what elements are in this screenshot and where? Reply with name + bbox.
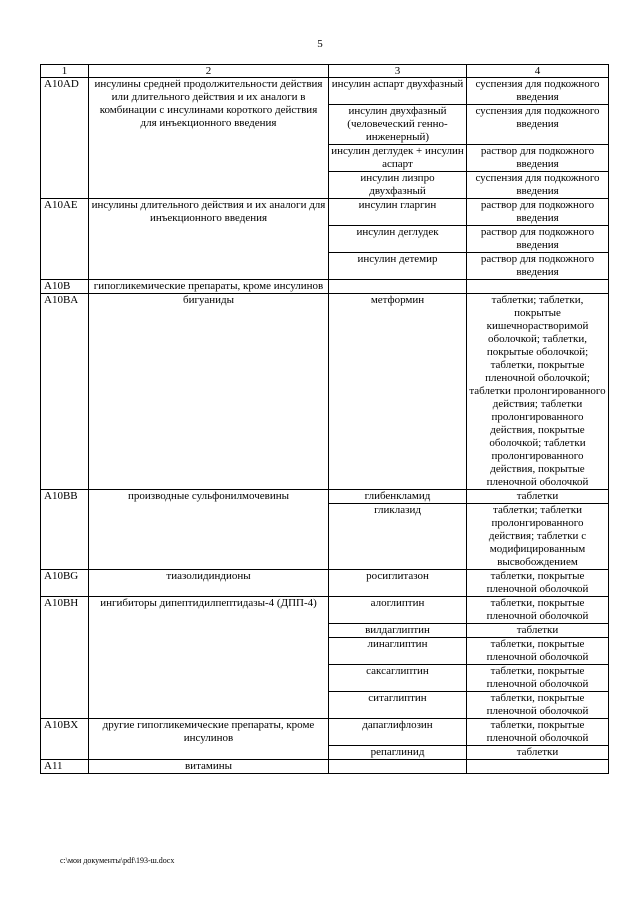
- drug-name: росиглитазон: [329, 570, 467, 597]
- dosage-form: раствор для подкожного введения: [467, 199, 609, 226]
- drug-name: [329, 760, 467, 774]
- header-cell: 4: [467, 65, 609, 78]
- drug-name: инсулин двухфазный (человеческий генно-инженерный): [329, 105, 467, 145]
- table-row: [41, 570, 609, 597]
- drug-name: инсулин деглудек + инсулин аспарт: [329, 145, 467, 172]
- dosage-form: таблетки, покрытые пленочной оболочкой: [467, 597, 609, 624]
- dosage-form: таблетки: [467, 490, 609, 504]
- drug-name: гликлазид: [329, 504, 467, 570]
- table-row: [41, 78, 609, 105]
- dosage-form: таблетки; таблетки, покрытые кишечнорастворимой оболочкой; таблетки, покрытые оболочкой; таблетки, покрытые пленочной оболочкой; таблетки пролонгированного действия; таблетки пролонгированного действия, покрытые оболочкой; таблетки пролонгированного действия, покрытые пленочной оболочкой: [467, 294, 609, 490]
- dosage-form: суспензия для подкожного введения: [467, 78, 609, 105]
- drug-name: алоглиптин: [329, 597, 467, 624]
- drug-name: репаглинид: [329, 746, 467, 760]
- atc-code: A10BX: [41, 719, 89, 760]
- dosage-form: суспензия для подкожного введения: [467, 105, 609, 145]
- dosage-form: таблетки, покрытые пленочной оболочкой: [467, 692, 609, 719]
- group-name: тиазолидиндионы: [89, 570, 329, 597]
- group-name: производные сульфонилмочевины: [89, 490, 329, 570]
- header-cell: 1: [41, 65, 89, 78]
- group-name: инсулины длительного действия и их аналоги для инъекционного введения: [89, 199, 329, 280]
- page-number: 5: [317, 38, 323, 50]
- drug-name: инсулин лизпро двухфазный: [329, 172, 467, 199]
- drug-name: инсулин аспарт двухфазный: [329, 78, 467, 105]
- file-path-footer: c:\мои документы\pdf\193-ш.docx: [60, 856, 175, 865]
- table-row: [41, 597, 609, 624]
- table-row: [41, 760, 609, 774]
- table-row: [41, 294, 609, 490]
- drug-name: инсулин деглудек: [329, 226, 467, 253]
- dosage-form: [467, 760, 609, 774]
- dosage-form: таблетки; таблетки пролонгированного действия; таблетки с модифицированным высвобождением: [467, 504, 609, 570]
- dosage-form: таблетки: [467, 624, 609, 638]
- drug-name: инсулин гларгин: [329, 199, 467, 226]
- header-cell: 2: [89, 65, 329, 78]
- drug-name: глибенкламид: [329, 490, 467, 504]
- atc-code: A10BH: [41, 597, 89, 719]
- table-row: [41, 280, 609, 294]
- group-name: бигуаниды: [89, 294, 329, 490]
- dosage-form: таблетки, покрытые пленочной оболочкой: [467, 665, 609, 692]
- atc-code: A10BG: [41, 570, 89, 597]
- group-name: гипогликемические препараты, кроме инсулинов: [89, 280, 329, 294]
- group-name: инсулины средней продолжительности действия или длительного действия и их аналоги в комбинации с инсулинами короткого действия для инъекционного введения: [89, 78, 329, 199]
- header-cell: 3: [329, 65, 467, 78]
- drug-name: [329, 280, 467, 294]
- drug-name: дапаглифлозин: [329, 719, 467, 746]
- drug-name: инсулин детемир: [329, 253, 467, 280]
- table-row: [41, 490, 609, 504]
- group-name: другие гипогликемические препараты, кроме инсулинов: [89, 719, 329, 760]
- table-row: [41, 199, 609, 226]
- dosage-form: раствор для подкожного введения: [467, 145, 609, 172]
- drug-name: линаглиптин: [329, 638, 467, 665]
- atc-code: A10BB: [41, 490, 89, 570]
- dosage-form: таблетки: [467, 746, 609, 760]
- atc-code: A10AD: [41, 78, 89, 199]
- dosage-form: таблетки, покрытые пленочной оболочкой: [467, 719, 609, 746]
- drug-name: ситаглиптин: [329, 692, 467, 719]
- drug-table: [40, 64, 609, 774]
- dosage-form: таблетки, покрытые пленочной оболочкой: [467, 638, 609, 665]
- dosage-form: [467, 280, 609, 294]
- drug-name: метформин: [329, 294, 467, 490]
- dosage-form: суспензия для подкожного введения: [467, 172, 609, 199]
- dosage-form: раствор для подкожного введения: [467, 226, 609, 253]
- drug-name: саксаглиптин: [329, 665, 467, 692]
- atc-code: A10B: [41, 280, 89, 294]
- group-name: витамины: [89, 760, 329, 774]
- table-header-row: [41, 65, 609, 78]
- atc-code: A10AE: [41, 199, 89, 280]
- dosage-form: таблетки, покрытые пленочной оболочкой: [467, 570, 609, 597]
- drug-name: вилдаглиптин: [329, 624, 467, 638]
- atc-code: A11: [41, 760, 89, 774]
- dosage-form: раствор для подкожного введения: [467, 253, 609, 280]
- table-row: [41, 719, 609, 746]
- atc-code: A10BA: [41, 294, 89, 490]
- group-name: ингибиторы дипептидилпептидазы-4 (ДПП-4): [89, 597, 329, 719]
